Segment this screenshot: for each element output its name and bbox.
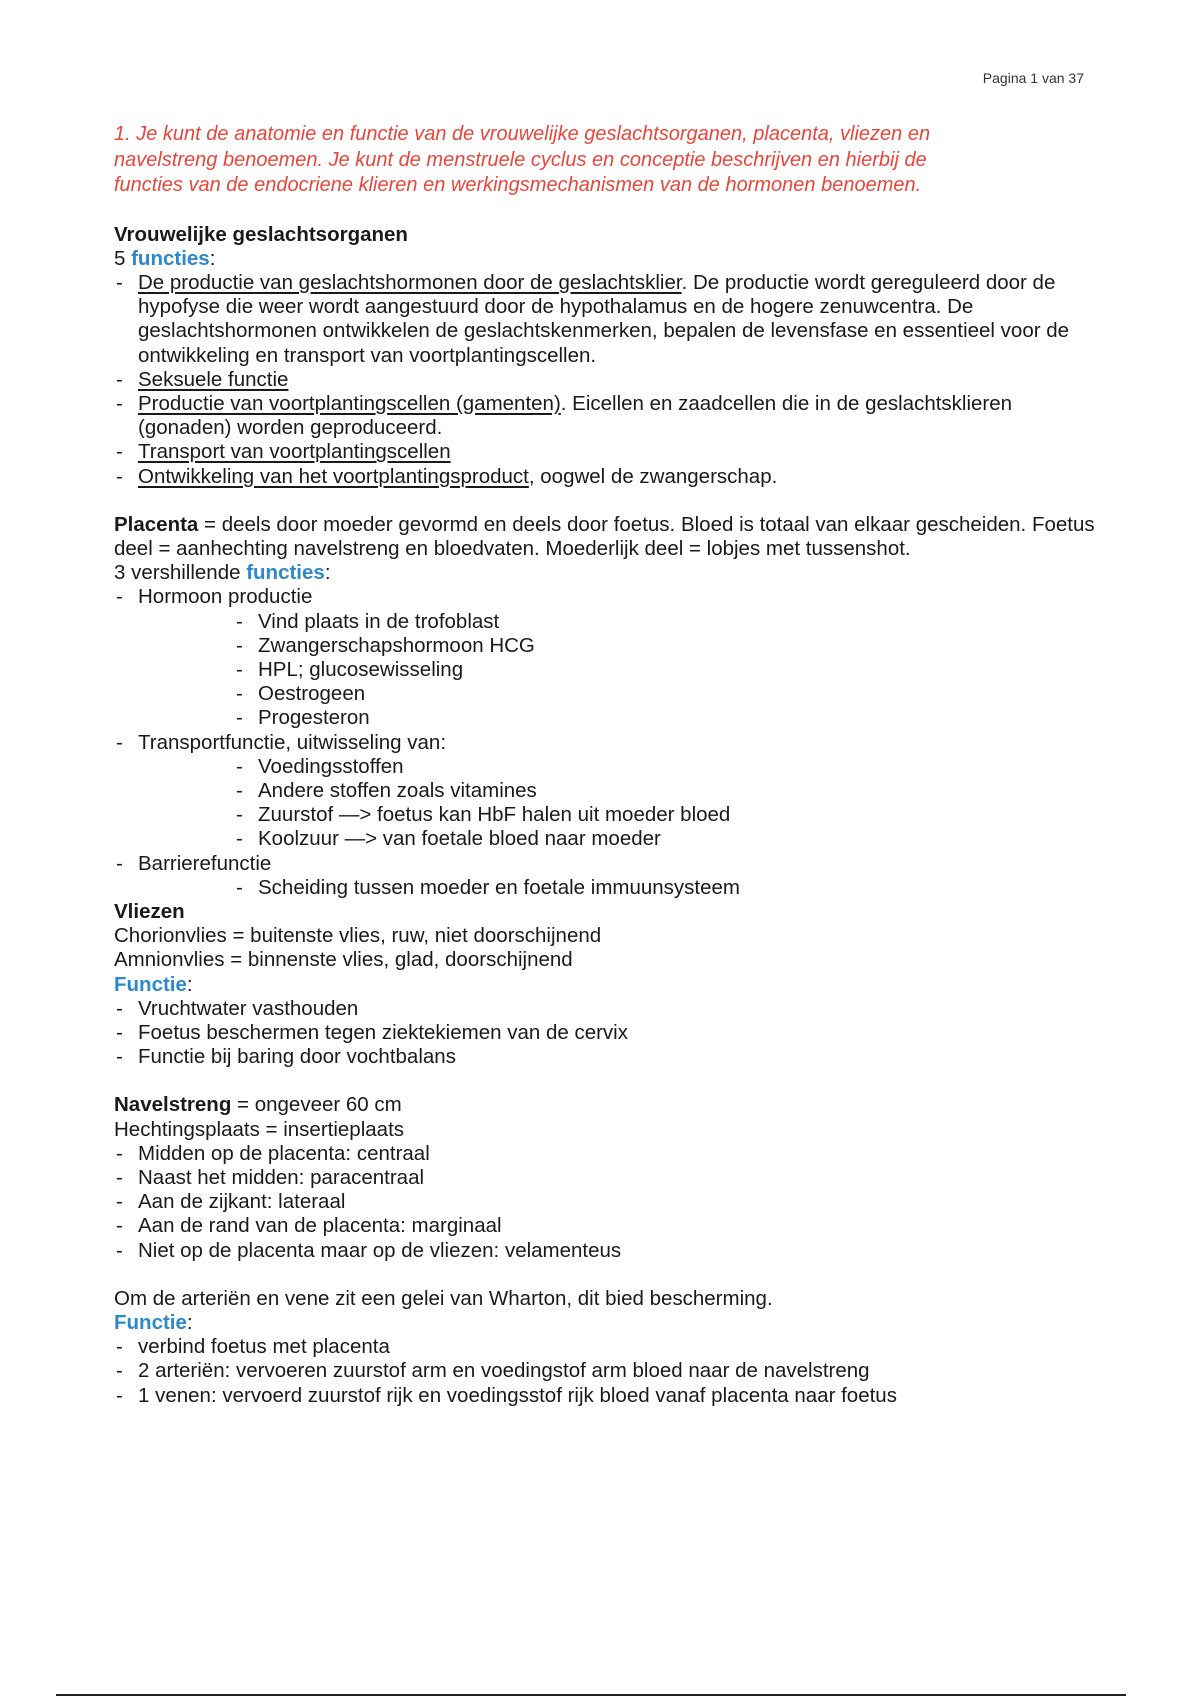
list-item bbox=[114, 465, 1096, 489]
intro-text: = deels door moeder gevormd en deels door foetus. Bloed is totaal van elkaar gescheiden. Foetus deel = aanhechting navelstreng en bloedvaten. Moederlijk deel = lobjes met tussenshot. bbox=[114, 512, 1095, 560]
list-item: - Niet op de placenta maar op de vliezen: velamenteus bbox=[114, 1239, 1096, 1263]
functions-count bbox=[114, 561, 1096, 585]
definition: Chorionvlies = buitenste vlies, ruw, niet doorschijnend bbox=[114, 924, 602, 948]
sub-list-item: - Scheiding tussen moeder en foetale immuunsysteem bbox=[114, 876, 1096, 900]
item-text: , oogwel de zwangerschap. bbox=[528, 464, 778, 488]
definition: Amnionvlies = binnenste vlies, glad, doorschijnend bbox=[114, 948, 573, 972]
objective-line: functies van de endocriene klieren en werkingsmechanismen van de hormonen benoemen. bbox=[114, 174, 922, 196]
section-vliezen bbox=[114, 900, 1096, 1069]
sub-list-item: - Zuurstof —> foetus kan HbF halen uit moeder bloed bbox=[114, 803, 1096, 827]
functions-keyword: functies bbox=[246, 561, 325, 585]
functions-list bbox=[114, 1335, 1096, 1408]
functions-count bbox=[114, 247, 1096, 271]
section-heading: Vliezen bbox=[114, 899, 185, 923]
list-item: - Hormoon productie bbox=[114, 585, 1096, 609]
sub-list-item: - Oestrogeen bbox=[114, 682, 1096, 706]
functions-list bbox=[114, 731, 1096, 755]
insertion-list bbox=[114, 1142, 1096, 1263]
list-item: - 1 venen: vervoerd zuurstof rijk en voedingsstof rijk bloed vanaf placenta naar foetus bbox=[114, 1384, 1096, 1408]
functie-keyword: Functie bbox=[114, 972, 187, 996]
list-item: - Vruchtwater vasthouden bbox=[114, 997, 1096, 1021]
list-item: - Aan de rand van de placenta: marginaal bbox=[114, 1214, 1096, 1238]
underlined-term: Productie van voortplantingscellen (gamenten) bbox=[138, 391, 561, 415]
sub-list-item: - Zwangerschapshormoon HCG bbox=[114, 634, 1096, 658]
functie-keyword: Functie bbox=[114, 1311, 187, 1335]
objective-line: navelstreng benoemen. Je kunt de menstruele cyclus en conceptie beschrijven en hierbij de bbox=[114, 148, 927, 171]
document-page bbox=[114, 68, 1096, 1408]
functions-list bbox=[114, 997, 1096, 1070]
list-item bbox=[114, 392, 1096, 440]
wharton-note: Om de arteriën en vene zit een gelei van Wharton, dit bied bescherming. bbox=[114, 1286, 773, 1310]
page-bottom-rule bbox=[56, 1694, 1126, 1696]
list-item: - 2 arteriën: vervoeren zuurstof arm en voedingstof arm bloed naar de navelstreng bbox=[114, 1359, 1096, 1383]
navelstreng-intro bbox=[114, 1093, 1096, 1117]
section-placenta bbox=[114, 513, 1096, 900]
list-item: - Naast het midden: paracentraal bbox=[114, 1166, 1096, 1190]
list-item: - Foetus beschermen tegen ziektekiemen van de cervix bbox=[114, 1021, 1096, 1045]
function-label bbox=[114, 1311, 1096, 1335]
sub-list-item: - Koolzuur —> van foetale bloed naar moeder bbox=[114, 827, 1096, 851]
list-item bbox=[114, 271, 1096, 368]
function-label bbox=[114, 973, 1096, 997]
sub-list bbox=[114, 610, 1096, 731]
functions-list bbox=[114, 271, 1096, 489]
section-heading: Vrouwelijke geslachtsorganen bbox=[114, 222, 408, 246]
count-prefix: 5 bbox=[114, 246, 132, 270]
functions-list bbox=[114, 585, 1096, 609]
colon: : bbox=[186, 1311, 193, 1335]
colon: : bbox=[186, 972, 193, 996]
list-item: - Midden op de placenta: centraal bbox=[114, 1142, 1096, 1166]
colon: : bbox=[324, 561, 331, 585]
item-text: . De productie wordt gereguleerd door de hypofyse die weer wordt aangestuurd door de hypothalamus en de hogere zenuwcentra. De geslachtshormonen ontwikkelen de geslachtskenmerken, bepalen de levensfase en essentieel voor de ontwikkeling en transport van voortplantingscellen. bbox=[138, 270, 1070, 367]
definition: Hechtingsplaats = insertieplaats bbox=[114, 1117, 405, 1141]
underlined-term: Ontwikkeling van het voortplantingsproduct bbox=[138, 464, 529, 488]
section-geslachtsorganen bbox=[114, 223, 1096, 489]
intro-text: = ongeveer 60 cm bbox=[231, 1093, 402, 1117]
underlined-term: Transport van voortplantingscellen bbox=[138, 440, 451, 464]
section-navelstreng bbox=[114, 1093, 1096, 1407]
sub-list-item: - Progesteron bbox=[114, 706, 1096, 730]
sub-list bbox=[114, 755, 1096, 852]
page-number: Pagina 1 van 37 bbox=[982, 70, 1084, 86]
list-item: - Functie bij baring door vochtbalans bbox=[114, 1045, 1096, 1069]
list-item bbox=[114, 440, 1096, 464]
sub-list-item: - Andere stoffen zoals vitamines bbox=[114, 779, 1096, 803]
objective-line: 1. Je kunt de anatomie en functie van de vrouwelijke geslachtsorganen, placenta, vliezen en bbox=[114, 123, 931, 145]
count-prefix: 3 vershillende bbox=[114, 561, 247, 585]
list-item: - verbind foetus met placenta bbox=[114, 1335, 1096, 1359]
list-item: - Aan de zijkant: lateraal bbox=[114, 1190, 1096, 1214]
placenta-intro bbox=[114, 513, 1096, 561]
colon: : bbox=[209, 246, 216, 270]
list-item: - Transportfunctie, uitwisseling van: bbox=[114, 731, 1096, 755]
sub-list bbox=[114, 876, 1096, 900]
functions-list bbox=[114, 852, 1096, 876]
section-heading: Placenta bbox=[114, 512, 199, 536]
sub-list-item: - Vind plaats in de trofoblast bbox=[114, 610, 1096, 634]
underlined-term: Seksuele functie bbox=[138, 367, 289, 391]
learning-objective bbox=[114, 122, 1096, 199]
item-text: . Eicellen en zaadcellen die in de geslachtsklieren (gonaden) worden geproduceerd. bbox=[138, 391, 1013, 440]
section-heading: Navelstreng bbox=[114, 1093, 232, 1117]
list-item: - Barrierefunctie bbox=[114, 852, 1096, 876]
underlined-term: De productie van geslachtshormonen door de geslachtsklier bbox=[138, 270, 682, 294]
functions-keyword: functies bbox=[131, 246, 210, 270]
sub-list-item: - Voedingsstoffen bbox=[114, 755, 1096, 779]
sub-list-item: - HPL; glucosewisseling bbox=[114, 658, 1096, 682]
list-item bbox=[114, 368, 1096, 392]
